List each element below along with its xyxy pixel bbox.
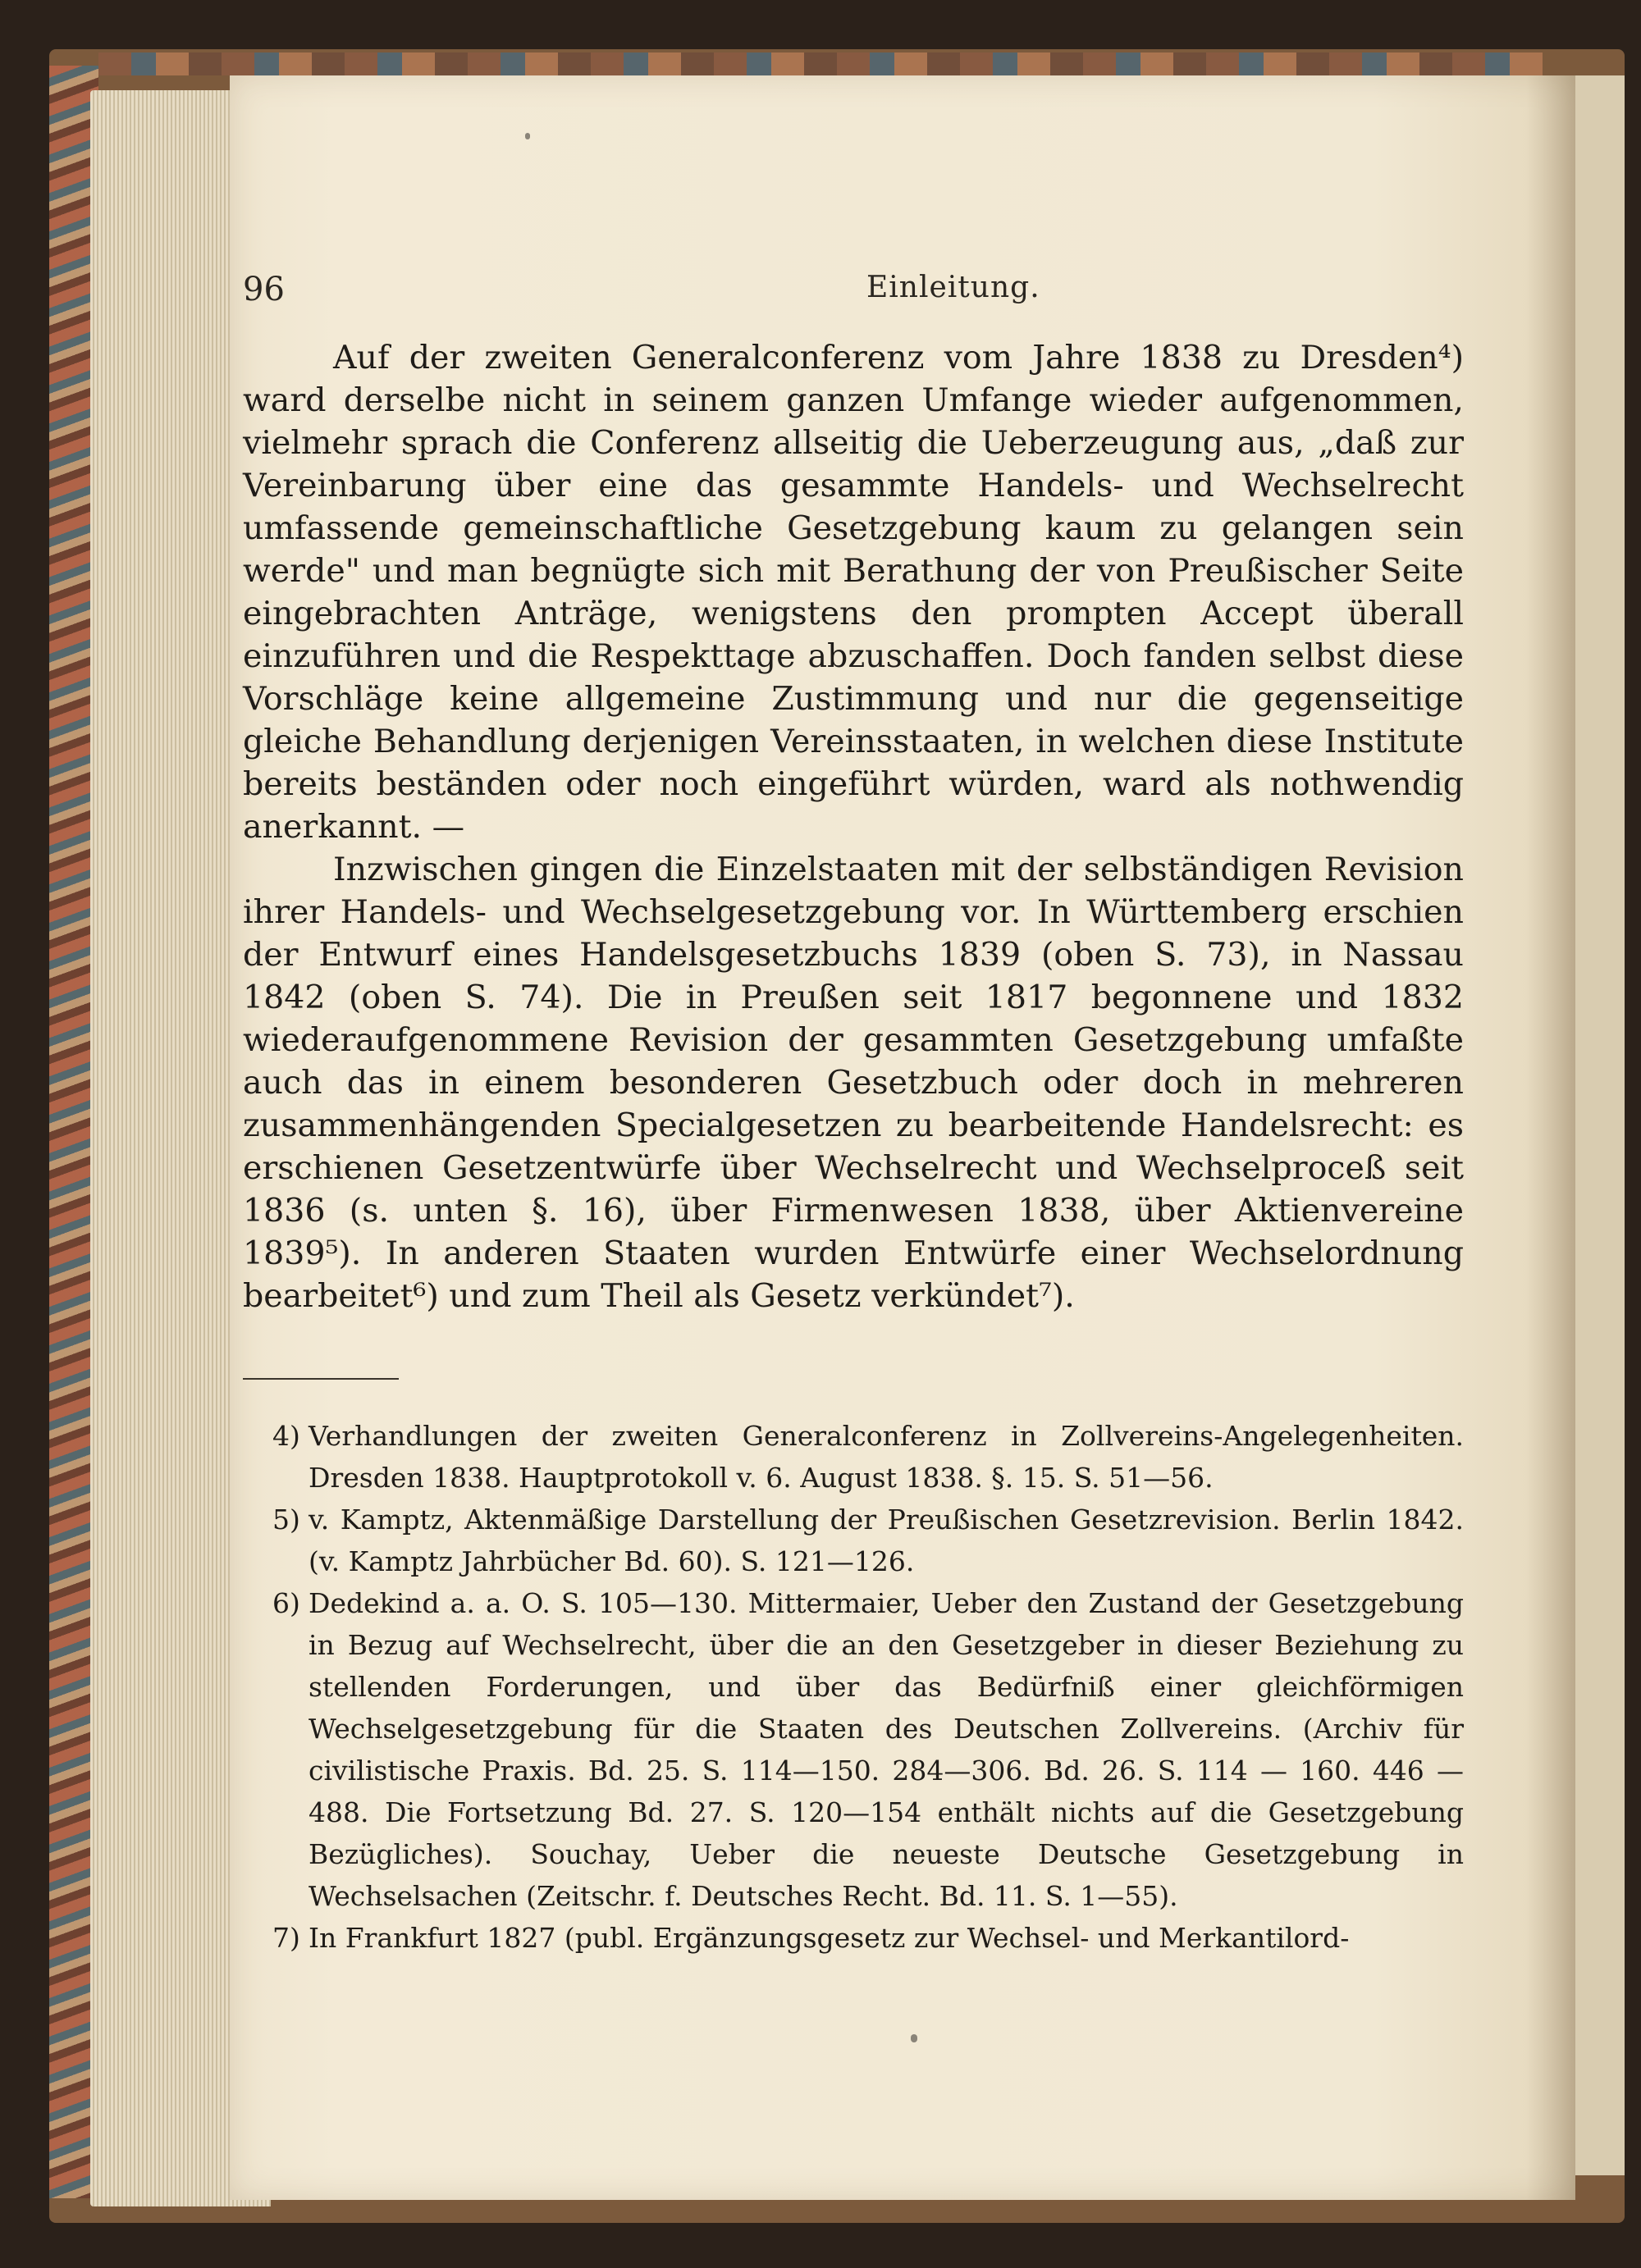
footnote-number: 7) (272, 1922, 300, 1954)
running-title: Einleitung. (866, 271, 1040, 304)
paper-speck (911, 2034, 917, 2042)
marbled-edge-top (98, 52, 1543, 75)
page-number: 96 (243, 271, 285, 308)
footnote-number: 6) (272, 1587, 300, 1619)
footnote-text: In Frankfurt 1827 (publ. Ergänzungsgesetz zur Wechsel- und Merkantilord- (309, 1922, 1350, 1954)
paragraph: Inzwischen gingen die Einzelstaaten mit der selbständigen Revision ihrer Handels- und Wechselgesetzgebung vor. In Württemberg erschien der Entwurf eines Handelsgesetzbuchs 1839 (oben S. 73), in Nassau 1842 (oben S. 74). Die in Preußen seit 1817 begonnene und 1832 wiederaufgenommene Revision der gesammten Gesetzgebung umfaßte auch das in einem besonderen Gesetzbuch oder doch in mehreren zusammenhängenden Specialgesetzen zu bearbeitende Handelsrecht: es erschienen Gesetzentwürfe über Wechselrecht und Wechselproceß seit 1836 (s. unten §. 16), über Firmenwesen 1838, über Aktienvereine 1839⁵). In anderen Staaten wurden Entwürfe einer Wechselordnung bearbeitet⁶) und zum Theil als Gesetz verkündet⁷). (243, 851, 1464, 1315)
footnote-text: Verhandlungen der zweiten Generalconferenz in Zollvereins-Angelegenheiten. Dresden 1838. Hauptprotokoll v. 6. August 1838. §. 15. S. 51—56. (309, 1420, 1464, 1494)
page-gutter (1526, 75, 1575, 2200)
footnote-text: v. Kamptz, Aktenmäßige Darstellung der Preußischen Gesetzrevision. Berlin 1842. (v. Kamptz Jahrbücher Bd. 60). S. 121—126. (309, 1504, 1464, 1577)
footnote-rule (243, 1378, 399, 1380)
paragraph: Auf der zweiten Generalconferenz vom Jahre 1838 zu Dresden⁴) ward derselbe nicht in seinem ganzen Umfange wieder aufgenommen, vielmehr sprach die Conferenz allseitig die Ueberzeugung aus, „daß zur Vereinbarung über eine das gesammte Handels- und Wechselrecht umfassende gemeinschaftliche Gesetzgebung kaum zu gelangen sein werde" und man begnügte sich mit Berathung der von Preußischer Seite eingebrachten Anträge, wenigstens den prompten Accept überall einzuführen und die Respekttage abzuschaffen. Doch fanden selbst diese Vorschläge keine allgemeine Zustimmung und nur die gegenseitige gleiche Behandlung derjenigen Vereinsstaaten, in welchen diese Institute bereits beständen oder noch eingeführt würden, ward als nothwendig anerkannt. — (243, 339, 1464, 846)
footnote-text: Dedekind a. a. O. S. 105—130. Mittermaier, Ueber den Zustand der Gesetzgebung in Bezug auf Wechselrecht, über die an den Gesetzgeber in dieser Beziehung zu stellenden Forderungen, und über das Bedürfniß einer gleichförmigen Wechselgesetzgebung für die Staaten des Deutschen Zollvereins. (Archiv für civilistische Praxis. Bd. 25. S. 114—150. 284—306. Bd. 26. S. 114 — 160. 446 — 488. Die Fortsetzung Bd. 27. S. 120—154 enthält nichts auf die Gesetzgebung Bezügliches). Souchay, Ueber die neueste Deutsche Gesetzgebung in Wechselsachen (Zeitschr. f. Deutsches Recht. Bd. 11. S. 1—55). (309, 1587, 1464, 1912)
footnote (243, 1917, 1464, 1959)
footnote (243, 1582, 1464, 1917)
running-head (243, 271, 1464, 320)
footnote-number: 4) (272, 1420, 300, 1452)
footnote-number: 5) (272, 1504, 300, 1536)
footnotes (243, 1415, 1464, 1959)
paper-speck (525, 133, 530, 139)
footnote (243, 1499, 1464, 1582)
footnote (243, 1415, 1464, 1499)
body-text (243, 336, 1464, 1317)
